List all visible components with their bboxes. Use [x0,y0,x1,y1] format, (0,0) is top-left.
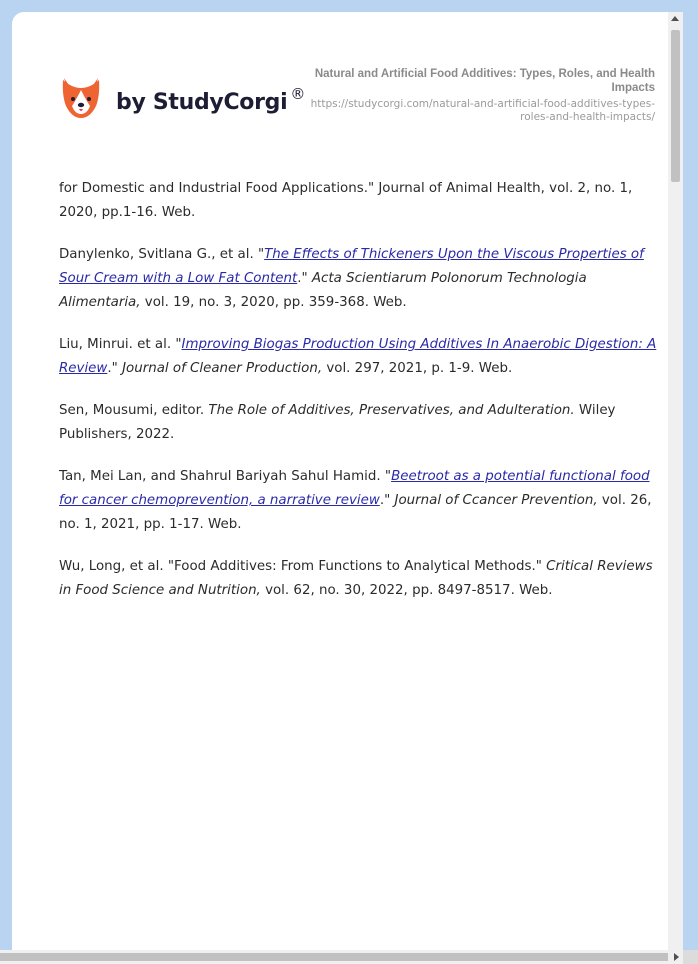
document-page [12,12,683,962]
scrollbar-corner [683,950,698,964]
reference-link[interactable]: Beetroot as a potential functional food for cancer chemoprevention, a narrative review [59,469,650,508]
scroll-right-arrow-icon[interactable] [674,953,679,961]
journal-name: Acta Scientiarum Polonorum Technologia Alimentaria, [59,271,587,310]
journal-name: Journal of Ccancer Prevention, [394,493,598,508]
references-list [59,177,659,621]
reference-item: Tan, Mei Lan, and Shahrul Bariyah Sahul Hamid. "Beetroot as a potential functional food for cancer chemoprevention, a narrative review." Journal of Ccancer Prevention, vol. 26, no. 1, 2021, pp. 1-17. Web. [59,469,652,532]
reference-link[interactable]: The Effects of Thickeners Upon the Viscous Properties of Sour Cream with a Low Fat Content [59,247,644,286]
horizontal-scroll-thumb[interactable] [0,953,668,961]
journal-name: Critical Reviews in Food Science and Nutrition, [59,559,653,598]
brand-name: by StudyCorgi [116,90,288,115]
vertical-scroll-thumb[interactable] [671,30,680,182]
scroll-up-arrow-icon[interactable] [671,16,679,21]
journal-name: Journal of Cleaner Production, [122,361,323,376]
document-header [295,67,655,124]
horizontal-scrollbar[interactable] [0,950,683,964]
reference-item: Sen, Mousumi, editor. The Role of Additives, Preservatives, and Adulteration. Wiley Publishers, 2022. [59,403,616,442]
document-url[interactable]: https://studycorgi.com/natural-and-artificial-food-additives-types-roles-and-health-impacts/ [310,98,655,123]
reference-item: Liu, Minrui. et al. "Improving Biogas Production Using Additives In Anaerobic Digestion: A Review." Journal of Cleaner Production, vol. 297, 2021, p. 1-9. Web. [59,337,657,376]
reference-item: for Domestic and Industrial Food Applications." Journal of Animal Health, vol. 2, no. 1, 2020, pp.1-16. Web. [59,181,633,220]
reference-link[interactable]: Improving Biogas Production Using Additives In Anaerobic Digestion: A Review [59,337,657,376]
book-title: The Role of Additives, Preservatives, and Adulteration. [208,403,575,418]
registered-mark: ® [290,85,306,103]
studycorgi-logo[interactable] [60,76,305,120]
vertical-scrollbar[interactable] [668,12,683,962]
reference-item: Wu, Long, et al. "Food Additives: From Functions to Analytical Methods." Critical Reviews in Food Science and Nutrition, vol. 62, no. 30, 2022, pp. 8497-8517. Web. [59,559,653,598]
corgi-logo-icon [60,76,102,120]
document-title: Natural and Artificial Food Additives: Types, Roles, and Health Impacts [314,68,655,94]
reference-item: Danylenko, Svitlana G., et al. "The Effects of Thickeners Upon the Viscous Properties of Sour Cream with a Low Fat Content." Acta Scientiarum Polonorum Technologia Alimentaria, vol. 19, no. 3, 2020, pp. 359-368. Web. [59,247,644,310]
